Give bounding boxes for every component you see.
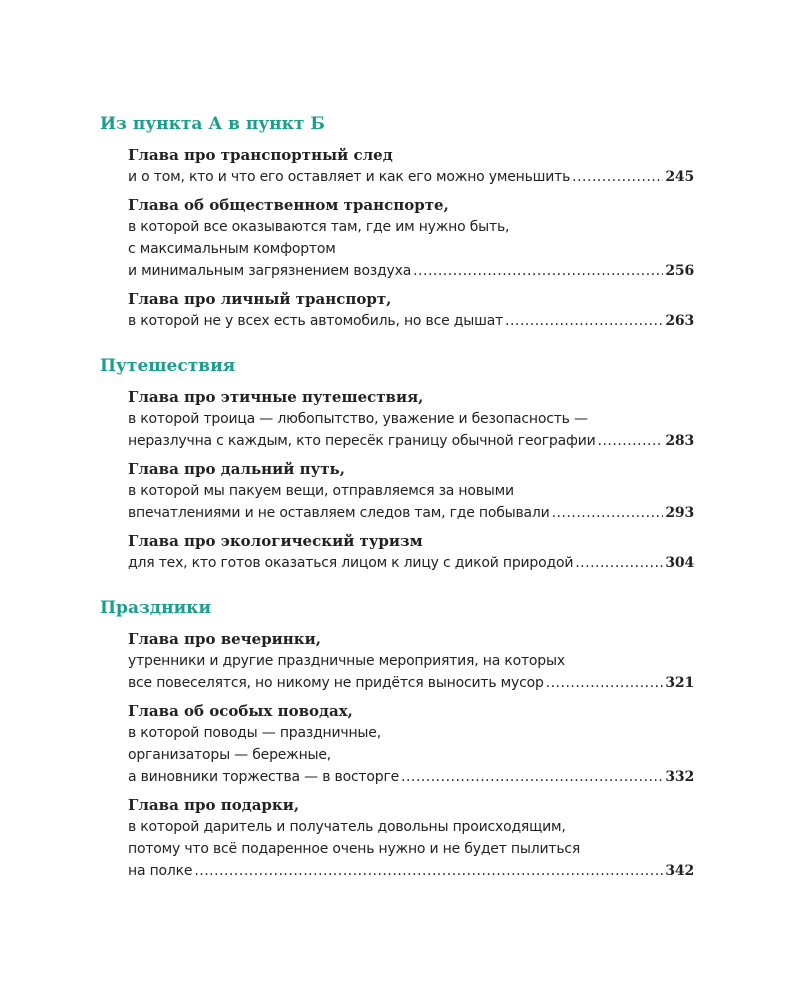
- chapter-description-line: потому что всё подаренное очень нужно и не будет пылиться: [128, 841, 581, 857]
- toc-entry[interactable]: [128, 386, 694, 452]
- page-number[interactable]: 263: [665, 313, 694, 329]
- chapter-description-text: все повеселятся, но никому не придётся выносить мусор: [128, 675, 544, 691]
- chapter-description-last-line: [128, 260, 694, 282]
- chapter-title: Глава про личный транспорт,: [128, 290, 392, 308]
- dot-leader: [401, 766, 663, 788]
- page-number[interactable]: 283: [665, 433, 694, 449]
- section-title: Праздники: [100, 598, 212, 618]
- chapter-description-last-line: [128, 310, 694, 332]
- dot-leader: [598, 430, 664, 452]
- chapter-description-last-line: [128, 430, 694, 452]
- chapter-description-line: в которой все оказываются там, где им нужно быть,: [128, 219, 510, 235]
- page-number[interactable]: 342: [665, 863, 694, 879]
- chapter-description-last-line: [128, 672, 694, 694]
- chapter-description-text: и минимальным загрязнением воздуха: [128, 263, 412, 279]
- toc-section: [100, 112, 700, 332]
- toc-entry[interactable]: [128, 288, 694, 332]
- table-of-contents: [100, 112, 700, 904]
- chapter-description-line: в которой мы пакуем вещи, отправляемся за новыми: [128, 483, 514, 499]
- chapter-description-text: и о том, кто и что его оставляет и как его можно уменьшить: [128, 169, 571, 185]
- chapter-description-line: в которой троица — любопытство, уважение и безопасность —: [128, 411, 588, 427]
- chapter-description-line: в которой даритель и получатель довольны происходящим,: [128, 819, 566, 835]
- section-title: Из пункта А в пункт Б: [100, 114, 325, 134]
- dot-leader: [552, 502, 664, 524]
- chapter-description-text: неразлучна с каждым, кто пересёк границу обычной географии: [128, 433, 596, 449]
- toc-section: [100, 596, 700, 882]
- toc-section: [100, 354, 700, 574]
- toc-entry[interactable]: [128, 144, 694, 188]
- chapter-description-last-line: [128, 166, 694, 188]
- chapter-title: Глава об общественном транспорте,: [128, 196, 449, 214]
- toc-entry[interactable]: [128, 700, 694, 788]
- section-title: Путешествия: [100, 356, 236, 376]
- dot-leader: [505, 310, 663, 332]
- chapter-description-line: с максимальным комфортом: [128, 241, 336, 257]
- toc-entry[interactable]: [128, 194, 694, 282]
- chapter-title: Глава про вечеринки,: [128, 630, 321, 648]
- chapter-description-line: в которой поводы — праздничные,: [128, 725, 381, 741]
- chapter-description-text: а виновники торжества — в восторге: [128, 769, 400, 785]
- chapter-title: Глава про дальний путь,: [128, 460, 345, 478]
- chapter-description-last-line: [128, 766, 694, 788]
- toc-entry[interactable]: [128, 530, 694, 574]
- dot-leader: [572, 166, 663, 188]
- chapter-title: Глава про транспортный след: [128, 146, 393, 164]
- page-number[interactable]: 304: [665, 555, 694, 571]
- chapter-description-text: в которой не у всех есть автомобиль, но все дышат: [128, 313, 504, 329]
- dot-leader: [413, 260, 663, 282]
- chapter-description-last-line: [128, 502, 694, 524]
- page-number[interactable]: 321: [665, 675, 694, 691]
- dot-leader: [546, 672, 664, 694]
- page-number[interactable]: 332: [665, 769, 694, 785]
- chapter-description-text: для тех, кто готов оказаться лицом к лицу с дикой природой: [128, 555, 574, 571]
- toc-entry[interactable]: [128, 628, 694, 694]
- page-number[interactable]: 256: [665, 263, 694, 279]
- chapter-description-line: организаторы — бережные,: [128, 747, 332, 763]
- dot-leader: [575, 552, 663, 574]
- chapter-description-text: на полке: [128, 863, 193, 879]
- page-number[interactable]: 293: [665, 505, 694, 521]
- chapter-description-last-line: [128, 552, 694, 574]
- chapter-title: Глава про подарки,: [128, 796, 300, 814]
- toc-entry[interactable]: [128, 458, 694, 524]
- chapter-title: Глава об особых поводах,: [128, 702, 353, 720]
- chapter-description-last-line: [128, 860, 694, 882]
- page-number[interactable]: 245: [665, 169, 694, 185]
- chapter-description-line: утренники и другие праздничные мероприятия, на которых: [128, 653, 565, 669]
- chapter-title: Глава про этичные путешествия,: [128, 388, 424, 406]
- chapter-description-text: впечатлениями и не оставляем следов там, где побывали: [128, 505, 550, 521]
- dot-leader: [194, 860, 663, 882]
- toc-entry[interactable]: [128, 794, 694, 882]
- chapter-title: Глава про экологический туризм: [128, 532, 423, 550]
